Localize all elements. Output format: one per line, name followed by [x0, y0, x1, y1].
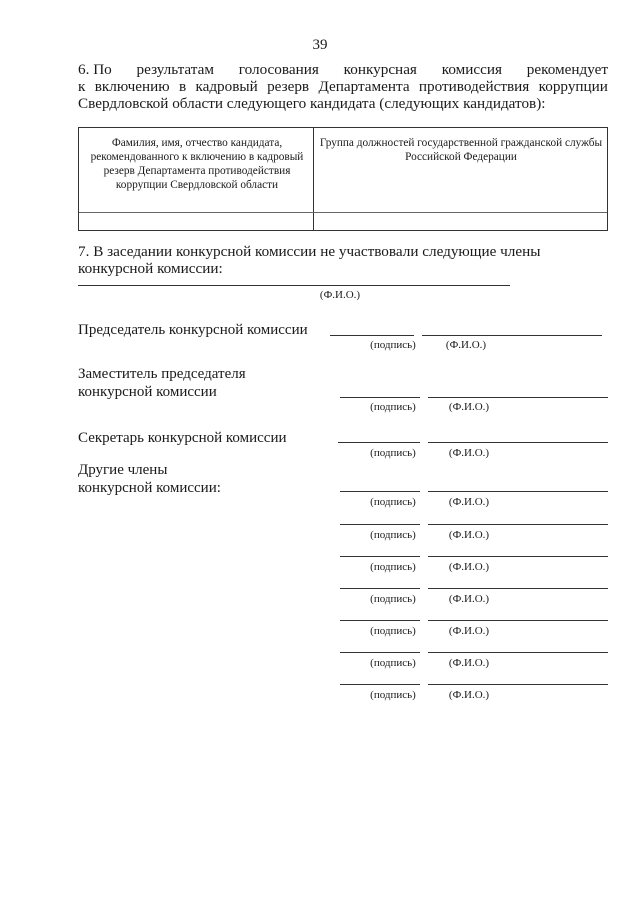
- word: резерв: [267, 78, 310, 95]
- word: результатам: [136, 61, 214, 78]
- member-4-fio-line: [428, 588, 608, 589]
- member-3-fio-caption: (Ф.И.О.): [448, 561, 490, 573]
- word: комиссия: [441, 61, 502, 78]
- member-2-signature-caption: (подпись): [370, 529, 416, 541]
- absent-members-fio-caption: (Ф.И.О.): [319, 289, 361, 301]
- member-4-signature-caption: (подпись): [370, 593, 416, 605]
- member-1-signature-caption: (подпись): [370, 496, 416, 508]
- word: рекомендует: [526, 61, 608, 78]
- member-4-signature-line: [340, 588, 420, 589]
- chairman-label: Председатель конкурсной комиссии: [78, 322, 308, 338]
- word: включению: [94, 78, 170, 95]
- chairman-fio-line: [422, 335, 602, 336]
- table-row-divider: [79, 212, 607, 213]
- deputy-fio-line: [428, 397, 608, 398]
- secretary-fio-line: [428, 442, 608, 443]
- section-6-line-1: [78, 61, 608, 78]
- secretary-label: Секретарь конкурсной комиссии: [78, 430, 287, 446]
- member-3-fio-line: [428, 556, 608, 557]
- member-7-fio-caption: (Ф.И.О.): [448, 689, 490, 701]
- member-6-fio-line: [428, 652, 608, 653]
- chairman-signature-caption: (подпись): [370, 339, 416, 351]
- section-6-line-3: Свердловской области следующего кандидата (следующих кандидатов):: [78, 95, 546, 112]
- deputy-label-line-1: Заместитель председателя: [78, 366, 246, 382]
- member-4-fio-caption: (Ф.И.О.): [448, 593, 490, 605]
- absent-members-line: [78, 285, 510, 286]
- word: противодействия: [418, 78, 530, 95]
- member-2-fio-caption: (Ф.И.О.): [448, 529, 490, 541]
- word: 6. По: [78, 61, 112, 78]
- member-5-signature-line: [340, 620, 420, 621]
- member-5-signature-caption: (подпись): [370, 625, 416, 637]
- deputy-fio-caption: (Ф.И.О.): [448, 401, 490, 413]
- table-column-divider: [313, 128, 314, 230]
- deputy-signature-caption: (подпись): [370, 401, 416, 413]
- section-6-line-2: [78, 78, 608, 95]
- member-5-fio-caption: (Ф.И.О.): [448, 625, 490, 637]
- word: коррупции: [538, 78, 608, 95]
- member-5-fio-line: [428, 620, 608, 621]
- member-1-fio-caption: (Ф.И.О.): [448, 496, 490, 508]
- deputy-label-line-2: конкурсной комиссии: [78, 384, 217, 400]
- member-1-fio-line: [428, 491, 608, 492]
- table-header-candidate-name: Фамилия, имя, отчество кандидата, рекомендованного к включению в кадровый резерв Департамента противодействия коррупции Свердловской области: [90, 137, 304, 191]
- member-7-fio-line: [428, 684, 608, 685]
- table-header-position-group: Группа должностей государственной гражданской службы Российской Федерации: [319, 137, 603, 163]
- chairman-signature-line: [330, 335, 414, 336]
- word: в: [178, 78, 187, 95]
- word: к: [78, 78, 86, 95]
- secretary-signature-line: [338, 442, 420, 443]
- member-3-signature-line: [340, 556, 420, 557]
- member-7-signature-caption: (подпись): [370, 689, 416, 701]
- word: Департамента: [318, 78, 410, 95]
- member-3-signature-caption: (подпись): [370, 561, 416, 573]
- member-6-fio-caption: (Ф.И.О.): [448, 657, 490, 669]
- chairman-fio-caption: (Ф.И.О.): [445, 339, 487, 351]
- member-1-signature-line: [340, 491, 420, 492]
- section-6-paragraph: [78, 61, 608, 112]
- secretary-fio-caption: (Ф.И.О.): [448, 447, 490, 459]
- member-2-signature-line: [340, 524, 420, 525]
- other-members-label-line-2: конкурсной комиссии:: [78, 480, 221, 496]
- other-members-label-line-1: Другие члены: [78, 462, 168, 478]
- member-2-fio-line: [428, 524, 608, 525]
- secretary-signature-caption: (подпись): [370, 447, 416, 459]
- word: конкурсная: [343, 61, 417, 78]
- member-6-signature-line: [340, 652, 420, 653]
- candidates-table: [78, 127, 608, 231]
- member-6-signature-caption: (подпись): [370, 657, 416, 669]
- word: кадровый: [195, 78, 258, 95]
- word: голосования: [238, 61, 319, 78]
- deputy-signature-line: [340, 397, 420, 398]
- page-number: 39: [312, 37, 328, 53]
- section-7-paragraph: 7. В заседании конкурсной комиссии не участвовали следующие члены конкурсной комиссии:: [78, 243, 541, 277]
- member-7-signature-line: [340, 684, 420, 685]
